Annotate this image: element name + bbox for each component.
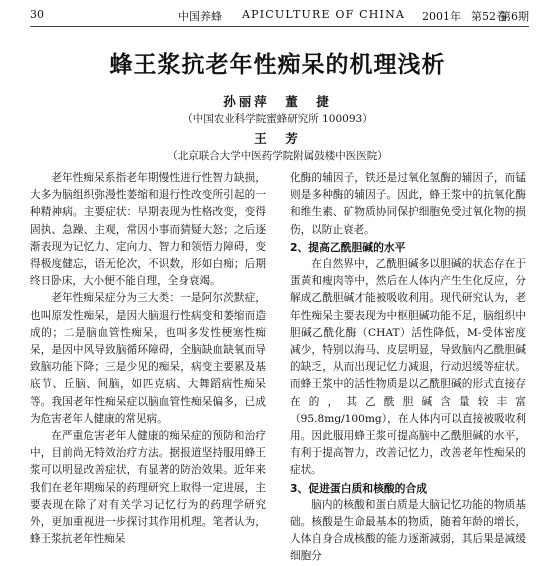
body-paragraph: 老年性痴呆症分为三大类：一是阿尔茨默症，也叫原发性痴呆，是因大脑退行性病变和萎缩而造成的；二是脑血管性痴呆，也叫多发性梗塞性痴呆，是因中风导致脑循环障碍，全脑缺血缺氧而导致脑功能下降；三是少见的痴呆，病变主要累及基底节、丘脑、间脑，如匹克病、大舞蹈病性痴呆等。我国老年性痴呆症以脑血管性痴呆偏多，已成为危害老年人健康的常见病。 (30, 292, 266, 425)
body-paragraph: 在严重危害老年人健康的痴呆症的预防和治疗中，目前尚无特效治疗方法。据报道坚持服用蜂王浆可以明显改善症状，有显著的防治效果。近年来我们在老年期痴呆的药理研究上取得一定进展，主要表现在除了对有关学习记忆行为的药理学研究外，更加重视进一步探讨其作用机理。笔者认为，蜂王浆抗老年性痴呆 (30, 430, 266, 546)
article-author-secondary: 王 芳 (254, 131, 301, 146)
article-title: 蜂王浆抗老年性痴呆的机理浅析 (109, 52, 446, 78)
body-paragraph: 老年性痴呆系指老年期慢性进行性智力缺损，大多为脑组织弥漫性萎缩和退行性改变所引起的一种精神病。主要症状：早期表现为性格改变，变得固执、急躁、主观，常因小事而猜疑大怒；之后逐渐表现为记忆力、定向力、智力和领悟力障碍，变得极度健忘，语无伦次，不识数，形如白痴；后期终日卧床，大小便不能自理，全身衰竭。 (30, 172, 266, 288)
section-heading: 3、促进蛋白质和核酸的合成 (290, 481, 428, 495)
page-number: 30 (30, 8, 44, 21)
running-header (30, 8, 529, 27)
body-paragraph: 脑内的核酸和蛋白质是大脑记忆功能的物质基础。核酸是生命最基本的物质，随着年龄的增长，人体自身合成核酸的能力逐渐减弱，其后果是减缓细胞分 (290, 498, 526, 563)
journal-name-cn: 中国养蜂 (178, 10, 222, 23)
journal-issue: 第6期 (500, 10, 529, 23)
journal-year: 2001年 (422, 10, 461, 23)
section-heading: 2、提高乙酰胆碱的水平 (290, 240, 406, 254)
body-paragraph: 化酶的辅因子，铁还是过氧化氢酶的辅因子，而锰则是多种酶的辅因子。因此，蜂王浆中的抗氧化酶和维生素、矿物质协同保护细胞免受过氧化物的损伤，以防止衰老。 (290, 172, 526, 236)
article-authors: 孙丽萍 董 捷 (223, 94, 332, 109)
journal-volume: 第52卷 (471, 10, 507, 23)
right-column (290, 170, 526, 566)
affiliation-primary: （中国农业科学院蜜蜂研究所 100093） (182, 113, 373, 125)
left-column (30, 170, 266, 548)
body-paragraph: 在自然界中，乙酰胆碱多以胆碱的状态存在于蛋黄和瘦肉等中，然后在人体内产生生化反应，分解成乙酰胆碱才能被吸收利用。现代研究认为，老年性痴呆主要表现为中枢胆碱功能不足，脑组织中胆碱乙酰化酶（CHAT）活性降低，M-受体密度减少，特别以海马、皮层明显，导致脑内乙酰胆碱的缺乏，从而出现记忆力减退，行动迟缓等症状。而蜂王浆中的活性物质是以乙酰胆碱的形式直接存在的，其乙酰胆碱含量较丰富（95.8mg/100mg），在人体内可以直接被吸收利用。因此服用蜂王浆可提高脑中乙酰胆碱的水平，有利于提高智力，改善记忆力，改善老年性痴呆的症状。 (290, 258, 526, 477)
affiliation-secondary: （北京联合大学中医药学院附属鼓楼中医医院） (167, 150, 388, 162)
journal-name-en: APICULTURE OF CHINA (242, 8, 406, 21)
